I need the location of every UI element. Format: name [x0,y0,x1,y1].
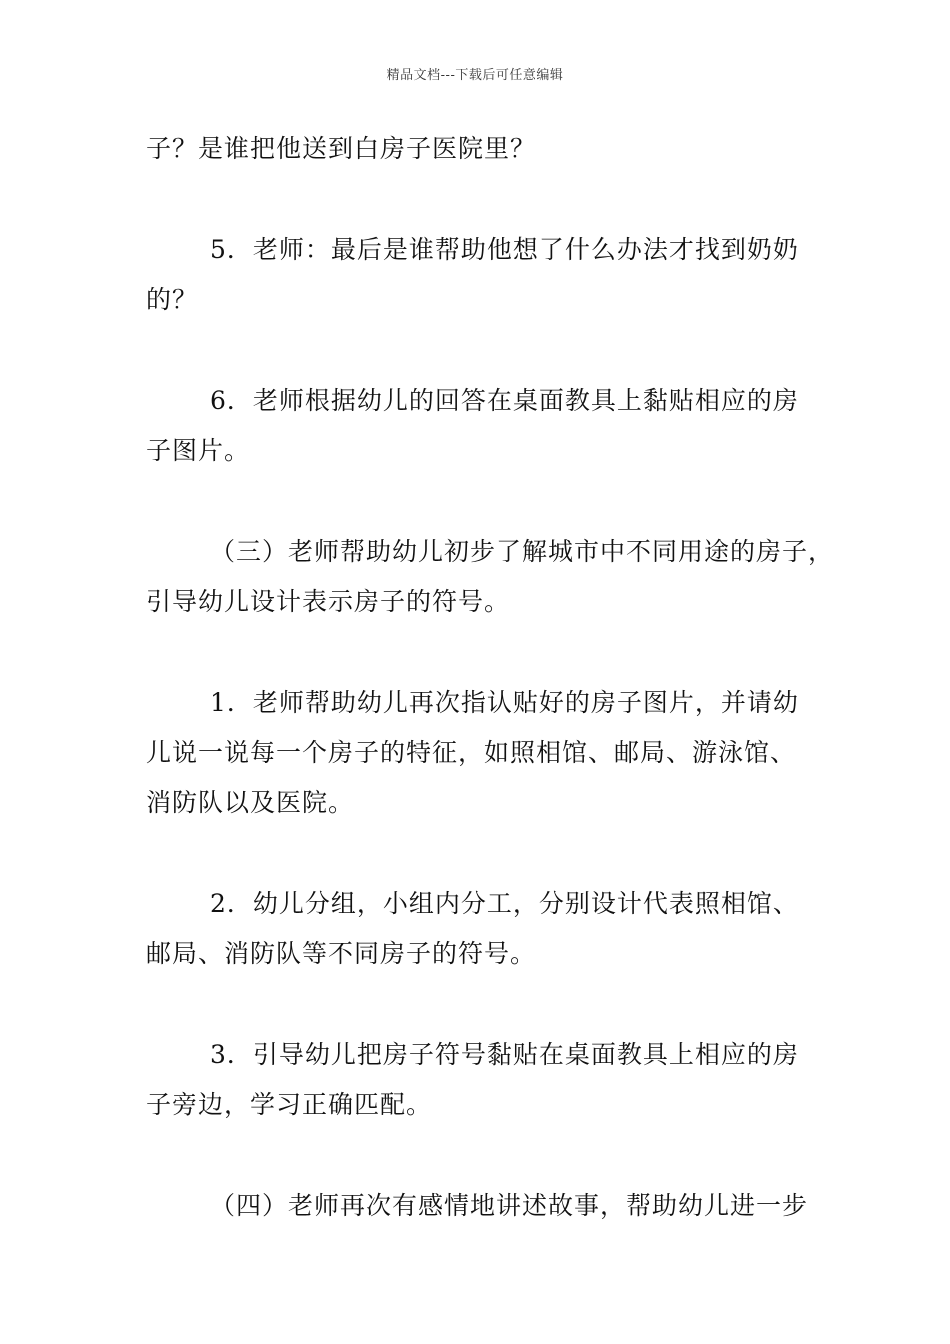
paragraph-continuation [146,124,826,174]
paragraph-gap [146,1130,826,1181]
paragraph-item-5 [146,225,826,325]
text-line: 邮局、消防队等不同房子的符号。 [146,939,537,968]
text-line: 子旁边，学习正确匹配。 [146,1090,433,1119]
text-line: 消防队以及医院。 [146,788,355,817]
section-heading-3 [146,527,835,627]
text-line: 儿说一说每一个房子的特征，如照相馆、邮局、游泳馆、 [146,738,797,767]
text-line: （四）老师再次有感情地讲述故事，帮助幼儿进一步 [210,1191,809,1220]
text-line: 5．老师：最后是谁帮助他想了什么办法才找到奶奶 [210,235,799,264]
text-line: 子图片。 [146,436,251,465]
text-line: （三）老师帮助幼儿初步了解城市中不同用途的房子， [210,537,835,566]
text-line: 6．老师根据幼儿的回答在桌面教具上黏贴相应的房 [210,386,799,415]
paragraph-item-3 [146,1030,826,1130]
paragraph-item-6 [146,376,826,476]
paragraph-gap [146,979,826,1030]
paragraph-gap [146,476,826,527]
text-line: 3．引导幼儿把房子符号黏贴在桌面教具上相应的房 [210,1040,799,1069]
text-line: 1．老师帮助幼儿再次指认贴好的房子图片，并请幼 [210,688,799,717]
paragraph-gap [146,325,826,376]
paragraph-item-2 [146,879,826,979]
text-line: 的？ [146,285,199,314]
text-line: 引导幼儿设计表示房子的符号。 [146,587,511,616]
paragraph-item-1 [146,678,826,828]
text-line: 2．幼儿分组，小组内分工，分别设计代表照相馆、 [210,889,799,918]
paragraph-gap [146,174,826,225]
text-line: 子？是谁把他送到白房子医院里？ [146,134,537,163]
section-heading-4 [146,1181,826,1231]
page-header: 精品文档---下载后可任意编辑 [386,68,564,83]
paragraph-gap [146,627,826,678]
paragraph-gap [146,828,826,879]
document-body [146,124,835,1231]
